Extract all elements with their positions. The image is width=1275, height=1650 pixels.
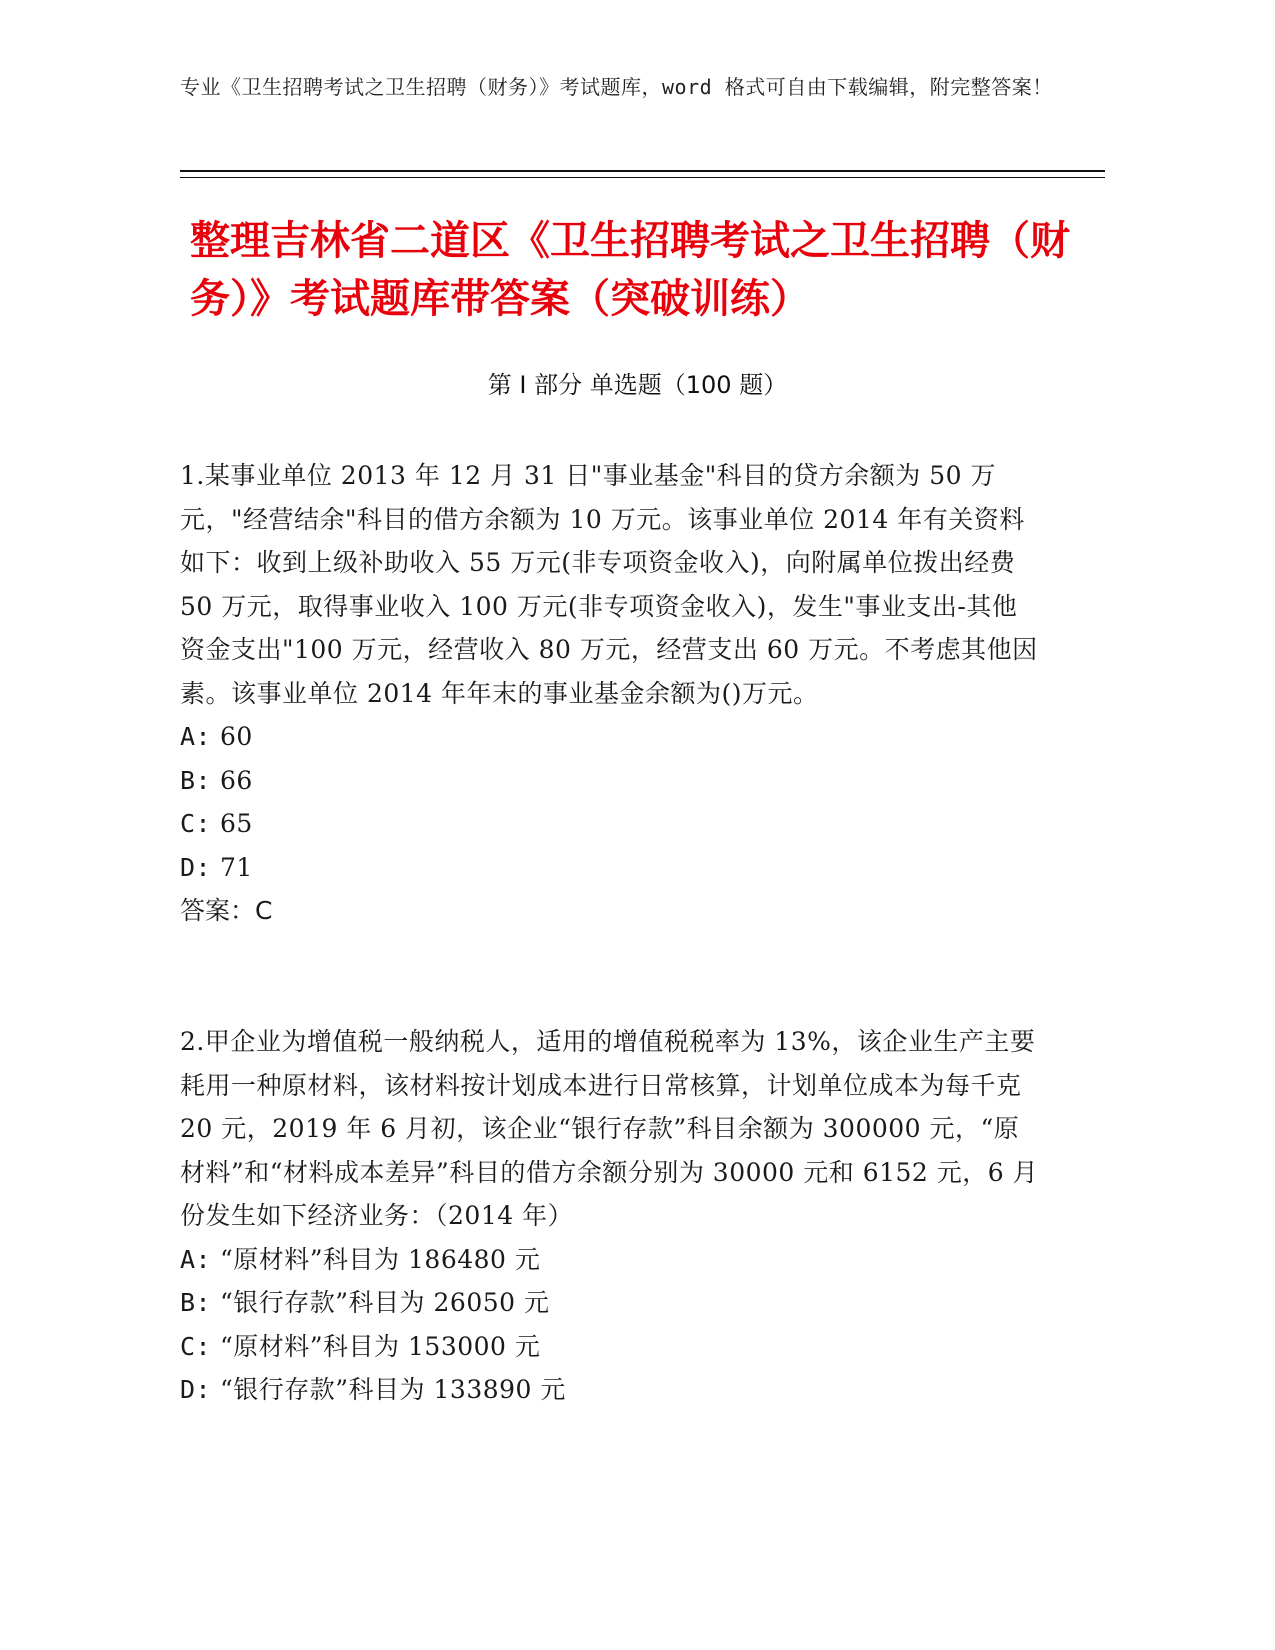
option-letter: B: <box>180 765 212 795</box>
option-text: “银行存款”科目为 133890 元 <box>220 1375 566 1404</box>
question-stem: 1.某事业单位 2013 年 12 月 31 日"事业基金"科目的贷方余额为 50 万元，"经营结余"科目的借方余额为 10 万元。该事业单位 2014 年有关资料如下：收到上级补助收入 55 万元(非专项资金收入)，向附属单位拨出经费 50 万元，取得事业收入 100 万元(非专项资金收入)，发生"事业支出-其他资金支出"100 万元，经营收入 80 万元，经营支出 60 万元。不考虑其他因素。该事业单位 2014 年年末的事业基金余额为()万元。 <box>180 461 1038 708</box>
header-rule-thick <box>180 170 1105 172</box>
option-letter: A: <box>180 1244 212 1274</box>
option-letter: C: <box>180 1331 212 1361</box>
header-rule-thin <box>180 177 1105 178</box>
option-text: 66 <box>220 765 253 795</box>
option-text: “原材料”科目为 186480 元 <box>220 1244 541 1274</box>
answer-label: 答案：C <box>180 896 273 925</box>
option-c <box>180 802 1040 846</box>
option-letter: C: <box>180 809 212 838</box>
question-2 <box>180 1020 1040 1412</box>
option-c <box>180 1325 1040 1369</box>
option-text: 65 <box>220 809 253 838</box>
option-letter: D: <box>180 852 212 882</box>
option-b <box>180 1281 1040 1325</box>
option-letter: B: <box>180 1288 212 1317</box>
option-text: “原材料”科目为 153000 元 <box>220 1331 541 1361</box>
option-letter: A: <box>180 722 212 751</box>
question-stem: 2.甲企业为增值税一般纳税人，适用的增值税税率为 13%，该企业生产主要耗用一种原材料，该材料按计划成本进行日常核算，计划单位成本为每千克 20 元，2019 年 6 月初，该企业“银行存款”科目余额为 300000 元，“原材料”和“材料成本差异”科目的借方余额分别为 30000 元和 6152 元，6 月份发生如下经济业务：（2014 年） <box>180 1027 1039 1230</box>
option-letter: D: <box>180 1375 212 1404</box>
option-text: 71 <box>220 852 253 882</box>
option-text: 60 <box>220 722 253 751</box>
section-title: 第 I 部分 单选题（100 题） <box>487 371 788 399</box>
option-a <box>180 1238 1040 1282</box>
option-text: “银行存款”科目为 26050 元 <box>220 1288 550 1317</box>
option-d <box>180 846 1040 890</box>
option-d <box>180 1368 1040 1412</box>
document-title: 整理吉林省二道区《卫生招聘考试之卫生招聘（财务）》考试题库带答案（突破训练） <box>190 218 1070 322</box>
header-note: 专业《卫生招聘考试之卫生招聘（财务）》考试题库，word 格式可自由下载编辑，附完整答案！ <box>180 75 1053 99</box>
option-b <box>180 759 1040 803</box>
question-1 <box>180 454 1040 933</box>
option-a <box>180 715 1040 759</box>
